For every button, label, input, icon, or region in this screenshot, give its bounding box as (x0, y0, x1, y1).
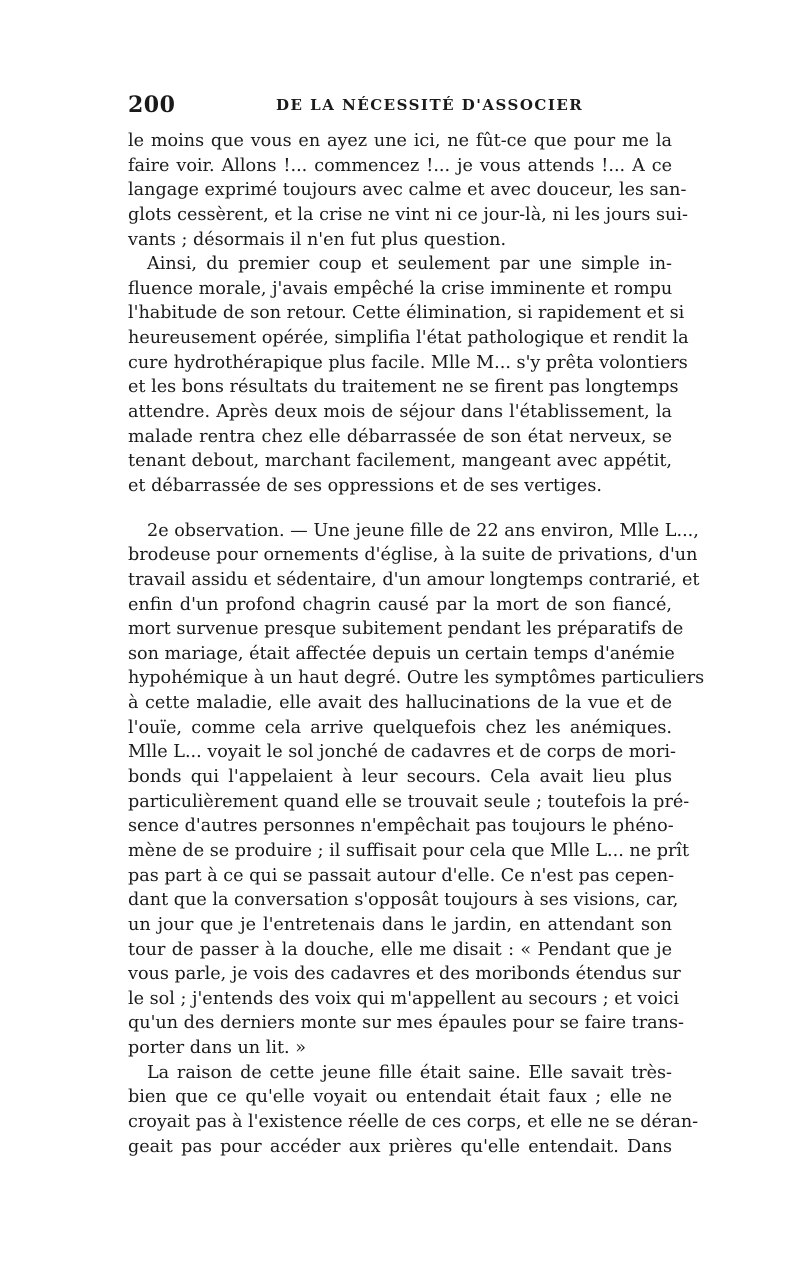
text-line: le sol ; j'entends des voix qui m'appellent au secours ; et voici (128, 988, 680, 1009)
text-line: cure hydrothérapique plus facile. Mlle M... s'y prêta volontiers (128, 352, 688, 373)
text-line: langage exprimé toujours avec calme et avec douceur, les san- (128, 180, 687, 201)
text-line: l'ouïe, comme cela arrive quelquefois chez les anémiques. (128, 717, 672, 738)
text-line: mène de se produire ; il suffisait pour cela que Mlle L... ne prît (128, 840, 690, 861)
text-line: vants ; désormais il n'en fut plus question. (128, 229, 507, 250)
text-line: le moins que vous en ayez une ici, ne fût-ce que pour me la (128, 131, 672, 151)
text-line: faire voir. Allons !... commencez !... je vous attends !... A ce (128, 155, 672, 176)
paragraph-gap (128, 499, 672, 519)
text-line: croyait pas à l'existence réelle de ces corps, et elle ne se déran- (128, 1111, 699, 1132)
text-line: et les bons résultats du traitement ne se firent pas longtemps (128, 377, 679, 398)
text-line: qu'un des derniers monte sur mes épaules pour se faire trans- (128, 1013, 684, 1034)
text-line: et débarrassée de ses oppressions et de ses vertiges. (128, 475, 602, 496)
body-text (128, 129, 705, 1159)
text-line: son mariage, était affectée depuis un certain temps d'anémie (128, 643, 675, 664)
text-line: particulièrement quand elle se trouvait seule ; toutefois la pré- (128, 791, 690, 812)
text-line: Ainsi, du premier coup et seulement par une simple in- (147, 254, 672, 275)
text-line: bonds qui l'appelaient à leur secours. Cela avait lieu plus (128, 767, 672, 788)
text-line: mort survenue presque subitement pendant les préparatifs de (128, 619, 684, 640)
text-line: 2e observation. — Une jeune fille de 22 ans environ, Mlle L..., (147, 520, 699, 541)
text-line: malade rentra chez elle débarrassée de son état nerveux, se (128, 426, 672, 447)
text-line: fluence morale, j'avais empêché la crise imminente et rompu (128, 278, 673, 299)
text-line: Mlle L... voyait le sol jonché de cadavres et de corps de mori- (128, 742, 676, 763)
text-line: vous parle, je vois des cadavres et des moribonds étendus sur (128, 964, 681, 985)
text-line: dant que la conversation s'opposât toujours à ses visions, car, (128, 890, 679, 911)
text-line: tenant debout, marchant facilement, mangeant avec appétit, (128, 451, 672, 472)
page-number: 200 (128, 92, 176, 118)
text-line: brodeuse pour ornements d'église, à la suite de privations, d'un (128, 545, 698, 566)
text-line: bien que ce qu'elle voyait ou entendait était faux ; elle ne (128, 1087, 672, 1108)
text-line: à cette maladie, elle avait des hallucinations de la vue et de (128, 693, 672, 714)
page-header (128, 92, 676, 122)
text-line: heureusement opérée, simplifia l'état pathologique et rendit la (128, 328, 689, 349)
text-line: glots cessèrent, et la crise ne vint ni ce jour-là, ni les jours sui- (128, 204, 688, 225)
text-line: enfin d'un profond chagrin causé par la mort de son fiancé, (128, 594, 672, 615)
text-line: geait pas pour accéder aux prières qu'elle entendait. Dans (128, 1136, 672, 1157)
text-line: hypohémique à un haut degré. Outre les symptômes particuliers (128, 668, 705, 689)
text-line: sence d'autres personnes n'empêchait pas toujours le phéno- (128, 816, 674, 837)
text-line: pas part à ce qui se passait autour d'elle. Ce n'est pas cepen- (128, 865, 675, 886)
text-line: tour de passer à la douche, elle me disait : « Pendant que je (128, 939, 672, 960)
text-line: La raison de cette jeune fille était saine. Elle savait très- (147, 1062, 672, 1083)
text-line: porter dans un lit. » (128, 1038, 306, 1059)
text-line: travail assidu et sédentaire, d'un amour longtemps contrarié, et (128, 569, 700, 590)
text-line: attendre. Après deux mois de séjour dans l'établissement, la (128, 402, 672, 423)
text-line: l'habitude de son retour. Cette élimination, si rapidement et si (128, 303, 685, 324)
running-head: DE LA NÉCESSITÉ D'ASSOCIER (276, 96, 584, 114)
text-line: un jour que je l'entretenais dans le jardin, en attendant son (128, 914, 672, 935)
